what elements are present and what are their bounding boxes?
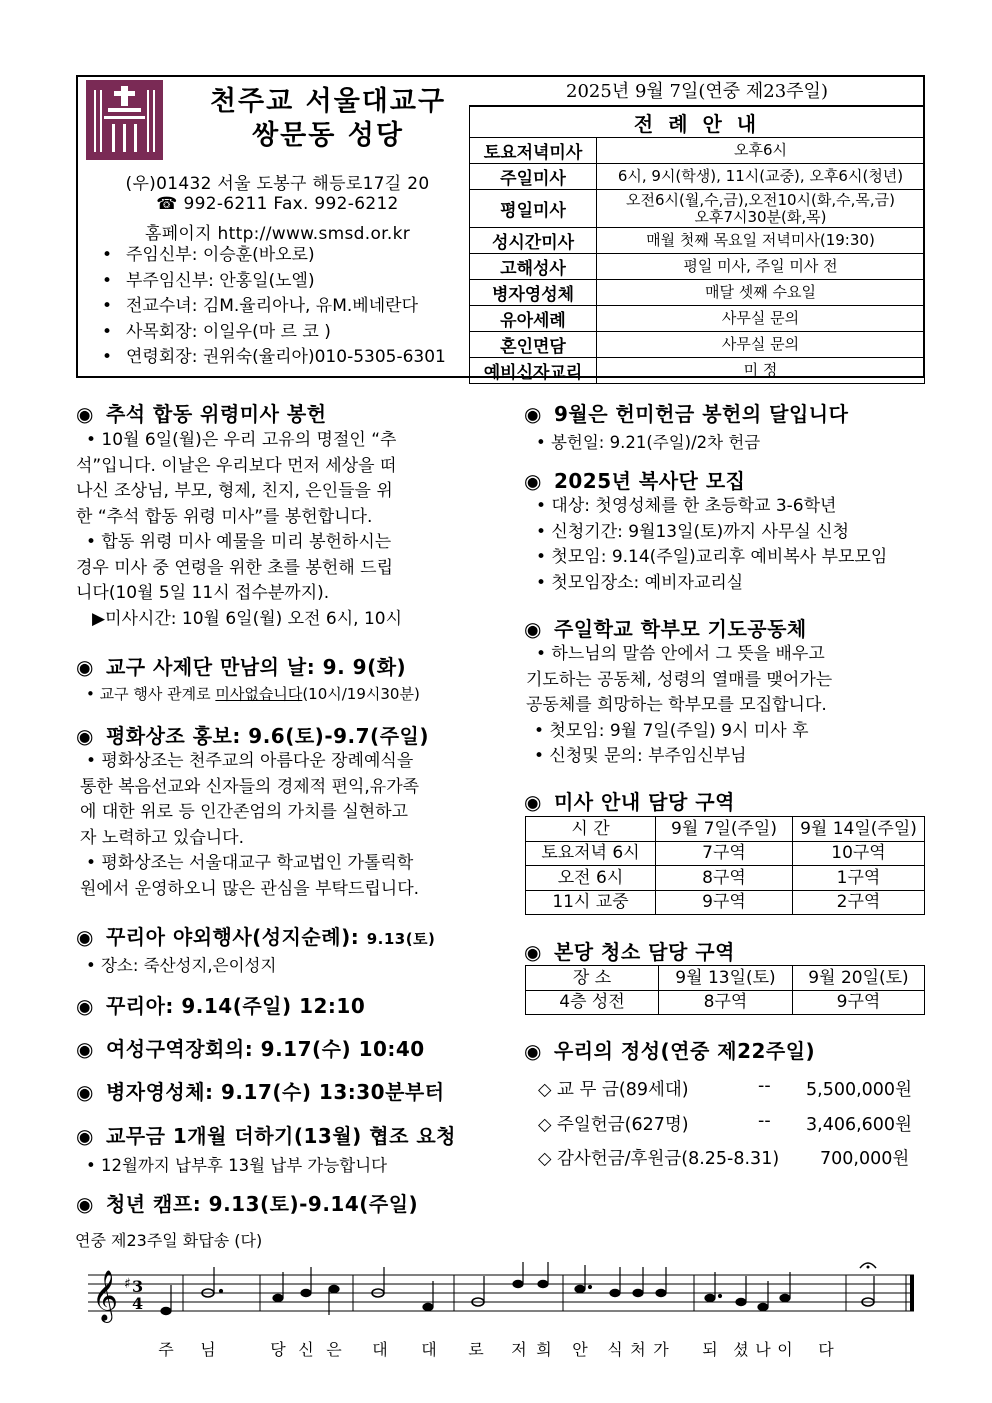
text-line: 에 대한 위로 등 인간존엄의 가치를 실현하고 bbox=[80, 802, 409, 822]
table-header-cell: 9월 13일(토) bbox=[659, 966, 793, 991]
lyric-syllable: 님 bbox=[200, 1340, 216, 1359]
lyric-syllable: 안 bbox=[572, 1340, 588, 1359]
schedule-value: 매월 첫째 목요일 저녁미사(19:30) bbox=[597, 228, 925, 254]
section-heading bbox=[76, 1033, 425, 1062]
chuseok-mass-text bbox=[76, 428, 476, 632]
schedule-value: 매달 셋째 수요일 bbox=[597, 280, 925, 306]
svg-text:𝄞: 𝄞 bbox=[92, 1270, 119, 1321]
table-cell: 10구역 bbox=[793, 841, 925, 866]
section-heading bbox=[76, 651, 406, 680]
section-title: 추석 합동 위령미사 봉헌 bbox=[105, 402, 327, 426]
text-line: • 첫모임장소: 예비자교리실 bbox=[536, 572, 744, 593]
schedule-value: 미 정 bbox=[597, 358, 925, 384]
schedule-label: 토요저녁미사 bbox=[470, 138, 597, 164]
table-cell: 오전 6시 bbox=[526, 866, 656, 891]
table-header-cell: 장 소 bbox=[526, 966, 659, 991]
section-title: 평화상조 홍보: 9.6(토)-9.7(주일) bbox=[105, 724, 429, 748]
parish-title bbox=[178, 85, 478, 153]
text-line: • 평화상조는 천주교의 아름다운 장례예식을 bbox=[86, 751, 414, 771]
text-line: 나신 조상님, 부모, 형제, 친지, 은인들을 위 bbox=[76, 481, 393, 501]
offering-sep: -- bbox=[758, 1076, 771, 1096]
lyric-syllable: 희 bbox=[536, 1340, 552, 1359]
lyric-syllable: 나 bbox=[755, 1340, 771, 1359]
altar-server-text bbox=[536, 494, 887, 596]
lyric-syllable: 셨 bbox=[733, 1340, 749, 1359]
offering-label: ◇ 교 무 금(89세대) bbox=[538, 1080, 689, 1100]
lyric-syllable: 대 bbox=[421, 1340, 437, 1359]
text-line: 경우 미사 중 연령을 위한 초를 봉헌해 드립 bbox=[76, 557, 394, 578]
lyric-syllable: 가 bbox=[653, 1340, 669, 1359]
bullet-icon: ◉ bbox=[76, 1124, 94, 1148]
bullet-icon: ◉ bbox=[76, 724, 94, 748]
section-heading bbox=[76, 921, 435, 950]
table-cell: 7구역 bbox=[656, 841, 793, 866]
section-title: 꾸리아: 9.14(주일) 12:10 bbox=[105, 994, 366, 1018]
schedule-value: 평일 미사, 주일 미사 전 bbox=[597, 254, 925, 280]
lyric-syllable: 로 bbox=[468, 1340, 484, 1359]
text-span: • 교구 행사 관계로 bbox=[86, 685, 216, 703]
text-line: • 평화상조는 서울대교구 학교법인 가톨릭학 bbox=[86, 853, 414, 873]
offering-amount: 700,000원 bbox=[820, 1149, 910, 1169]
staff-item: • 주임신부: 이승훈(바오로) bbox=[102, 243, 446, 269]
section-title: 2025년 복사단 모집 bbox=[553, 469, 746, 493]
svg-text:4: 4 bbox=[132, 1294, 144, 1313]
table-cell: 토요저녁 6시 bbox=[526, 841, 656, 866]
schedule-value-line: 오전6시(월,수,금),오전10시(화,수,목,금) bbox=[625, 190, 896, 209]
table-cell: 4층 성전 bbox=[526, 990, 659, 1015]
schedule-value bbox=[597, 190, 925, 228]
section-title: 교무금 1개월 더하기(13월) 협조 요청 bbox=[105, 1124, 456, 1148]
lyric-syllable: 식 bbox=[607, 1340, 623, 1359]
staff-item: • 부주임신부: 안홍일(노엘) bbox=[102, 269, 446, 295]
text-span: (10시/19시30분) bbox=[302, 685, 420, 703]
lyric-syllable: 주 bbox=[158, 1340, 174, 1359]
offering-label: ◇ 주일헌금(627명) bbox=[538, 1115, 689, 1135]
bullet-icon: ◉ bbox=[76, 655, 94, 679]
hymn-title: 연중 제23주일 화답송 (다) bbox=[75, 1231, 263, 1250]
section-heading bbox=[76, 990, 365, 1019]
table-cell: 9구역 bbox=[656, 890, 793, 915]
pilgrimage-place: • 장소: 죽산성지,은이성지 bbox=[86, 956, 277, 975]
section-heading bbox=[76, 720, 429, 749]
section-title: 여성구역장회의: 9.17(수) 10:40 bbox=[105, 1037, 425, 1061]
schedule-value: 사무실 문의 bbox=[597, 332, 925, 358]
section-heading bbox=[524, 613, 807, 642]
bulletin-date: 2025년 9월 7일(연중 제23주일) bbox=[469, 77, 925, 106]
table-header-cell: 9월 14일(주일) bbox=[793, 817, 925, 842]
bullet-icon: ◉ bbox=[524, 469, 542, 493]
section-heading bbox=[524, 786, 735, 815]
text-line: • 10월 6일(월)은 우리 고유의 명절인 “추 bbox=[86, 430, 397, 450]
section-title: 우리의 정성(연중 제22주일) bbox=[553, 1039, 816, 1063]
section-title: 본당 청소 담당 구역 bbox=[553, 940, 735, 964]
table-header-cell: 9월 7일(주일) bbox=[656, 817, 793, 842]
staff-item: • 연령회장: 권위숙(율리아)010-5305-6301 bbox=[102, 345, 446, 371]
schedule-label: 고해성사 bbox=[470, 254, 597, 280]
staff-list bbox=[102, 243, 446, 371]
lyric-syllable: 다 bbox=[818, 1340, 834, 1359]
text-line: • 하느님의 말씀 안에서 그 뜻을 배우고 bbox=[536, 644, 825, 664]
table-cell: 9구역 bbox=[793, 990, 925, 1015]
bullet-icon: ◉ bbox=[76, 1037, 94, 1061]
parish-homepage[interactable]: 홈페이지 http://www.smsd.or.kr bbox=[144, 224, 411, 244]
bullet-icon: ◉ bbox=[524, 790, 542, 814]
parish-title-line1: 천주교 서울대교구 bbox=[209, 86, 447, 117]
parish-phone: ☎ 992-6211 Fax. 992-6212 bbox=[156, 194, 399, 214]
schedule-label: 혼인면담 bbox=[470, 332, 597, 358]
music-staff bbox=[88, 1258, 918, 1338]
table-header-cell: 9월 20일(토) bbox=[793, 966, 925, 991]
parent-prayer-text bbox=[526, 642, 926, 770]
table-cell: 8구역 bbox=[659, 990, 793, 1015]
text-line: 원에서 운영하오니 많은 관심을 부탁드립니다. bbox=[80, 878, 420, 899]
staff-item: • 전교수녀: 김M.율리아나, 유M.베네란다 bbox=[102, 294, 446, 320]
section-title: 병자영성체: 9.17(수) 13:30분부터 bbox=[105, 1080, 445, 1104]
offering-amount: 3,406,600원 bbox=[806, 1115, 912, 1135]
bullet-icon: ◉ bbox=[76, 402, 94, 426]
table-cell: 8구역 bbox=[656, 866, 793, 891]
section-title: 미사 안내 담당 구역 bbox=[553, 790, 735, 814]
section-title-date: 9.13(토) bbox=[366, 930, 436, 948]
section-heading bbox=[76, 1076, 445, 1105]
parish-title-line2: 쌍문동 성당 bbox=[252, 120, 404, 151]
svg-text:3: 3 bbox=[132, 1277, 144, 1296]
lyric-syllable: 신 bbox=[298, 1340, 314, 1359]
text-line: 기도하는 공동체, 성령의 열매를 맺어가는 bbox=[526, 669, 833, 690]
section-heading bbox=[76, 1120, 456, 1149]
section-heading bbox=[524, 1035, 815, 1064]
no-mass-notice: 미사없습니다 bbox=[215, 685, 303, 703]
section-title: 청년 캠프: 9.13(토)-9.14(주일) bbox=[105, 1192, 419, 1216]
table-header-cell: 시 간 bbox=[526, 817, 656, 842]
lyric-syllable: 되 bbox=[702, 1340, 718, 1359]
cleaning-duty-table bbox=[525, 965, 925, 1015]
schedule-value: 오후6시 bbox=[597, 138, 925, 164]
schedule-label: 유아세례 bbox=[470, 306, 597, 332]
schedule-header: 전 례 안 내 bbox=[470, 107, 925, 138]
parish-logo bbox=[86, 80, 163, 160]
schedule-label: 병자영성체 bbox=[470, 280, 597, 306]
text-line: 공동체를 희망하는 학부모를 모집합니다. bbox=[526, 695, 827, 715]
section-heading bbox=[76, 398, 327, 427]
table-cell: 1구역 bbox=[793, 866, 925, 891]
liturgy-schedule-table bbox=[469, 106, 925, 384]
svg-text:♯: ♯ bbox=[124, 1276, 131, 1292]
text-line: • 첫모임: 9월 7일(주일) 9시 미사 후 bbox=[534, 720, 809, 741]
bullet-icon: ◉ bbox=[76, 994, 94, 1018]
text-line: 통한 복음선교와 신자들의 경제적 편익,유가족 bbox=[80, 776, 420, 797]
text-line: 한 “추석 합동 위령 미사”를 봉헌합니다. bbox=[76, 506, 373, 527]
lyric-syllable: 저 bbox=[511, 1340, 527, 1359]
schedule-label: 성시간미사 bbox=[470, 228, 597, 254]
section-title: 주일학교 학부모 기도공동체 bbox=[553, 617, 807, 641]
schedule-value: 사무실 문의 bbox=[597, 306, 925, 332]
funeral-service-text bbox=[80, 749, 480, 902]
offering-label: ◇ 감사헌금/후원금(8.25-8.31) bbox=[538, 1149, 780, 1169]
lyric-syllable: 은 bbox=[326, 1340, 342, 1359]
lyric-syllable: 이 bbox=[777, 1340, 793, 1359]
schedule-label: 평일미사 bbox=[470, 190, 597, 228]
schedule-label: 예비신자교리 bbox=[470, 358, 597, 384]
section-title: 9월은 헌미헌금 봉헌의 달입니다 bbox=[553, 402, 849, 426]
lyric-syllable: 대 bbox=[372, 1340, 388, 1359]
section-heading bbox=[524, 465, 745, 494]
table-cell: 2구역 bbox=[793, 890, 925, 915]
bullet-icon: ◉ bbox=[76, 925, 94, 949]
bulletin-header bbox=[76, 75, 925, 383]
offering-sep: -- bbox=[758, 1111, 771, 1131]
bullet-icon: ◉ bbox=[524, 617, 542, 641]
lyric-syllable: 당 bbox=[270, 1340, 286, 1359]
bullet-icon: ◉ bbox=[76, 1080, 94, 1104]
priest-day-text bbox=[86, 683, 420, 704]
section-heading bbox=[524, 936, 735, 965]
text-line: • 첫모임: 9.14(주일)교리후 예비복사 부모모임 bbox=[536, 547, 888, 567]
offering-amount: 5,500,000원 bbox=[806, 1080, 912, 1100]
text-line: • 신청및 문의: 부주임신부님 bbox=[534, 746, 747, 766]
section-heading bbox=[524, 398, 848, 427]
schedule-value: 6시, 9시(학생), 11시(교중), 오후6시(청년) bbox=[597, 164, 925, 190]
lyric-syllable: 처 bbox=[630, 1340, 646, 1359]
staff-item: • 사목회장: 이일우(마 르 코 ) bbox=[102, 320, 446, 346]
text-line: • 합동 위령 미사 예물을 미리 봉헌하시는 bbox=[86, 532, 392, 552]
text-line: ▶미사시간: 10월 6일(월) 오전 6시, 10시 bbox=[92, 608, 403, 629]
mass-guide-table bbox=[525, 816, 925, 915]
schedule-value-line: 오후7시30분(화,목) bbox=[694, 207, 827, 226]
offering-date: • 봉헌일: 9.21(주일)/2차 헌금 bbox=[536, 433, 761, 452]
tithe-text: • 12월까지 납부후 13월 납부 가능합니다 bbox=[86, 1156, 388, 1175]
table-cell: 11시 교중 bbox=[526, 890, 656, 915]
bullet-icon: ◉ bbox=[524, 940, 542, 964]
bullet-icon: ◉ bbox=[524, 402, 542, 426]
section-title: 교구 사제단 만남의 날: 9. 9(화) bbox=[105, 655, 407, 679]
section-heading bbox=[76, 1188, 418, 1217]
text-line: 니다(10월 5일 11시 접수분까지). bbox=[76, 583, 330, 603]
text-line: 석”입니다. 이날은 우리보다 먼저 세상을 떠 bbox=[76, 455, 397, 476]
section-title: 꾸리아 야외행사(성지순례): bbox=[105, 925, 360, 949]
parish-address: (우)01432 서울 도봉구 해등로17길 20 bbox=[125, 174, 430, 194]
text-line: • 대상: 첫영성체를 한 초등학교 3-6학년 bbox=[536, 496, 837, 516]
schedule-label: 주일미사 bbox=[470, 164, 597, 190]
bullet-icon: ◉ bbox=[524, 1039, 542, 1063]
text-line: • 신청기간: 9월13일(토)까지 사무실 신청 bbox=[536, 521, 849, 542]
text-line: 자 노력하고 있습니다. bbox=[80, 827, 245, 848]
bullet-icon: ◉ bbox=[76, 1192, 94, 1216]
